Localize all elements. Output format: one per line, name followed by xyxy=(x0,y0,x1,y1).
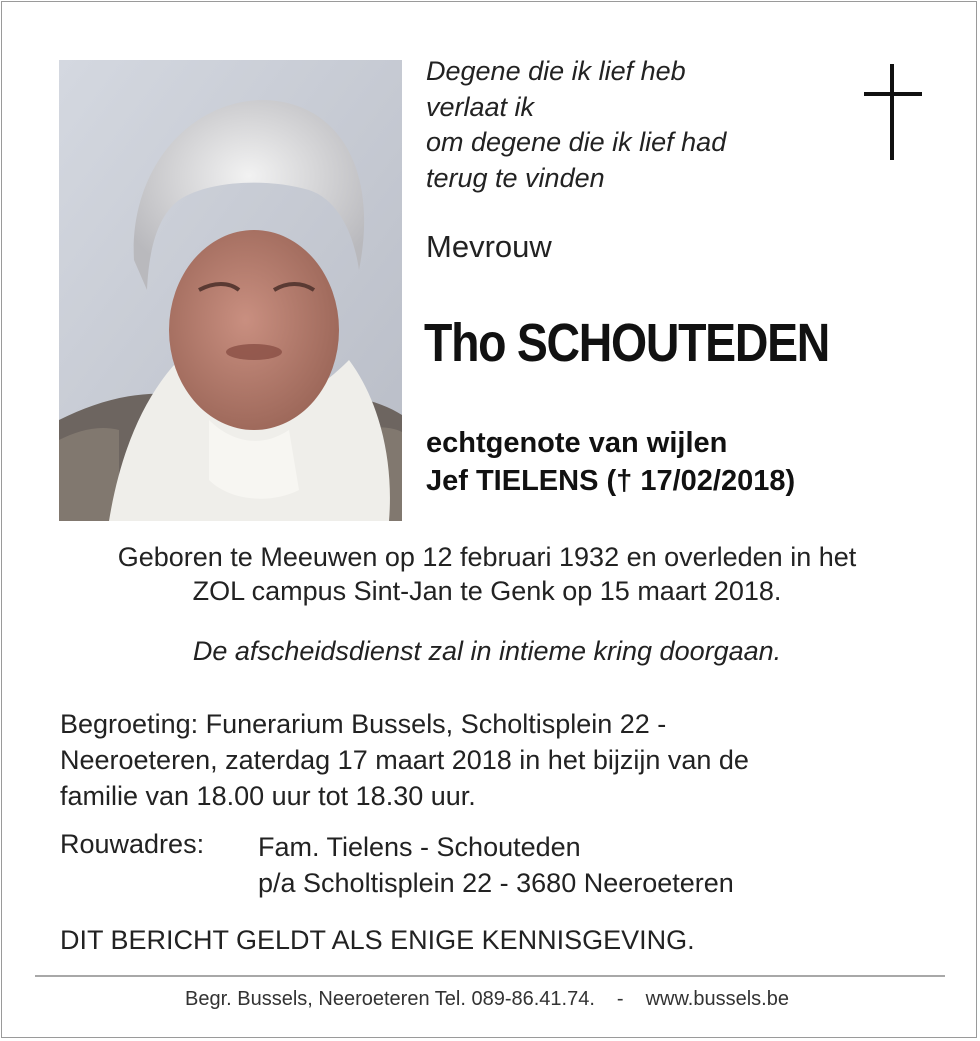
spouse-name: Jef TIELENS († 17/02/2018) xyxy=(426,465,796,497)
death-line: ZOL campus Sint-Jan te Genk op 15 maart 2018. xyxy=(192,576,782,606)
greeting-line: Neeroeteren, zaterdag 17 maart 2018 in het bijzijn van de xyxy=(60,745,749,775)
portrait-photo xyxy=(59,60,402,521)
greeting-line: familie van 18.00 uur tot 18.30 uur. xyxy=(60,781,476,811)
poem-line: verlaat ik xyxy=(426,91,535,122)
poem xyxy=(426,54,846,196)
footer-contact: Begr. Bussels, Neeroeteren Tel. 089-86.41.74. xyxy=(185,988,595,1010)
poem-line: om degene die ik lief had xyxy=(426,127,727,157)
birth-death-info xyxy=(30,540,944,608)
mourning-address xyxy=(258,829,734,901)
spouse-info xyxy=(426,424,795,500)
poem-line: Degene die ik lief heb xyxy=(426,56,686,86)
birth-line: Geboren te Meeuwen op 12 februari 1932 en overleden in het xyxy=(117,542,857,572)
footer-divider xyxy=(35,975,945,977)
deceased-name: Tho SCHOUTEDEN xyxy=(424,313,830,373)
poem-line: terug te vinden xyxy=(426,162,605,193)
address-line: Fam. Tielens - Schouteden xyxy=(258,832,581,862)
cross-icon xyxy=(864,64,922,160)
greeting-line: Begroeting: Funerarium Bussels, Scholtisplein 22 - xyxy=(60,709,667,739)
service-notice: De afscheidsdienst zal in intieme kring doorgaan. xyxy=(192,636,782,666)
portrait-photo-icon xyxy=(59,60,402,521)
spouse-line: echtgenote van wijlen xyxy=(426,427,728,459)
footer-website-link[interactable]: www.bussels.be xyxy=(645,988,789,1010)
footer-separator: - xyxy=(616,988,624,1010)
address-line: p/a Scholtisplein 22 - 3680 Neeroeteren xyxy=(258,868,734,898)
sole-notice: DIT BERICHT GELDT ALS ENIGE KENNISGEVING. xyxy=(60,925,695,955)
address-label: Rouwadres: xyxy=(60,829,205,859)
footer xyxy=(30,988,944,1011)
greeting-info xyxy=(60,706,940,814)
salutation: Mevrouw xyxy=(426,229,552,264)
